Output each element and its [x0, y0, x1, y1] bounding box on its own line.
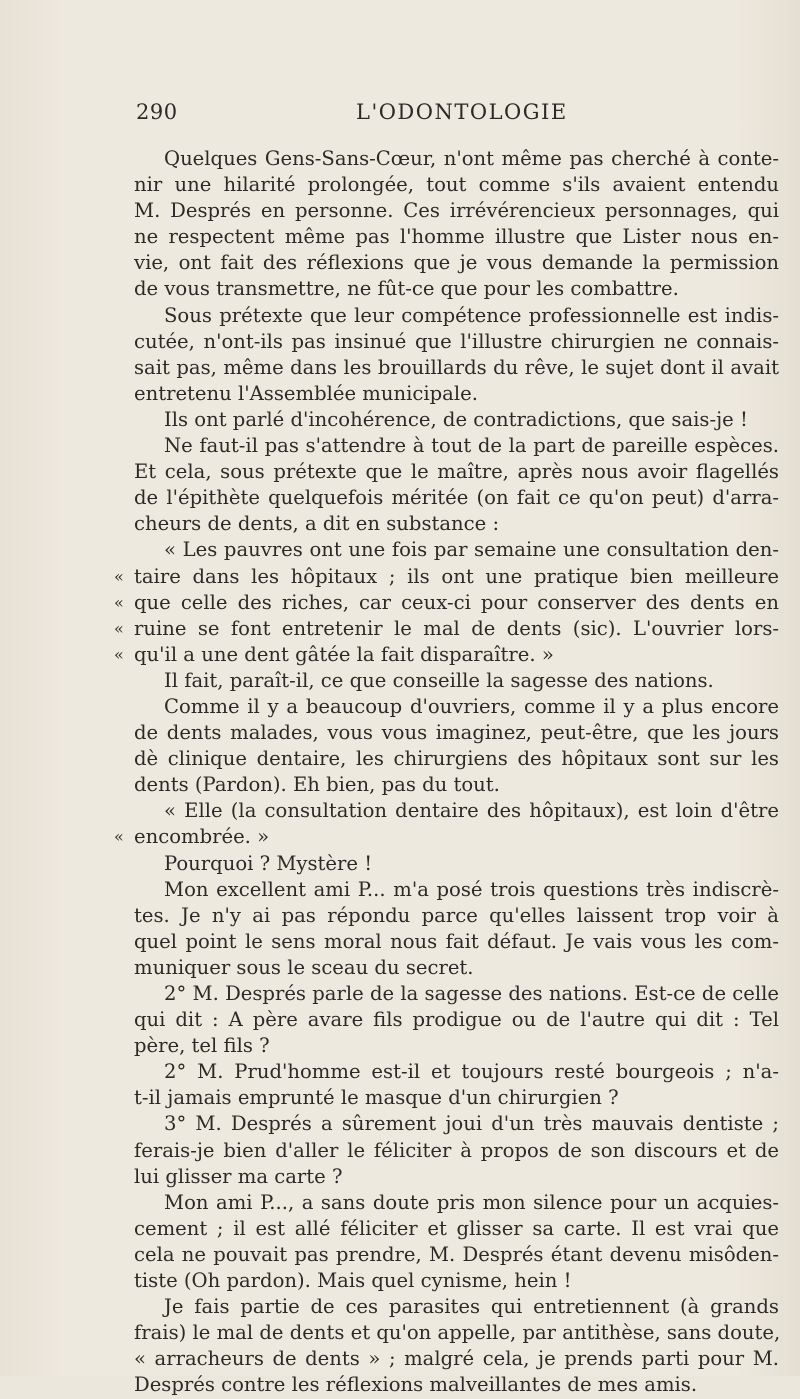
line-text: quel point le sens moral nous fait défaut. Je vais vous les com- — [134, 929, 779, 953]
quote-mark: « — [114, 827, 124, 847]
text-line — [134, 694, 779, 720]
line-text: de vous transmettre, ne fût-ce que pour les combattre. — [134, 277, 679, 301]
text-line — [134, 276, 779, 302]
text-line — [134, 1164, 779, 1190]
text-line — [134, 1242, 779, 1268]
text-line — [134, 903, 779, 929]
text-line — [134, 1320, 779, 1346]
text-line — [134, 355, 779, 381]
text-line — [134, 1372, 779, 1398]
page-header — [136, 100, 776, 130]
line-text: tes. Je n'y ai pas répondu parce qu'elles laissent trop voir à — [134, 903, 779, 927]
text-line — [134, 1190, 779, 1216]
line-text: Et cela, sous prétexte que le maître, après nous avoir flagellés — [134, 460, 779, 484]
text-line — [134, 329, 779, 355]
text-line — [134, 172, 779, 198]
text-line — [134, 1085, 779, 1111]
text-line — [134, 798, 779, 824]
line-text: cela ne pouvait pas prendre, M. Després étant devenu misôden- — [134, 1242, 779, 1266]
line-text: qu'il a une dent gâtée la fait disparaître. » — [134, 642, 554, 666]
text-line — [134, 1059, 779, 1085]
text-line — [134, 407, 779, 433]
line-text: Pourquoi ? Mystère ! — [164, 851, 373, 875]
line-text: ferais-je bien d'aller le féliciter à propos de son discours et de — [134, 1138, 779, 1162]
text-line — [114, 824, 779, 850]
text-line — [134, 929, 779, 955]
text-line — [134, 459, 779, 485]
text-line — [134, 433, 779, 459]
text-line — [134, 485, 779, 511]
line-text: Ils ont parlé d'incohérence, de contradictions, que sais-je ! — [164, 407, 748, 431]
line-text: « Les pauvres ont une fois par semaine une consultation den- — [164, 538, 779, 562]
line-text: entretenu l'Assemblée municipale. — [134, 381, 478, 405]
line-text: cutée, n'ont-ils pas insinué que l'illustre chirurgien ne connais- — [134, 329, 779, 353]
text-line — [114, 642, 779, 668]
line-text: Mon ami P..., a sans doute pris mon silence pour un acquies- — [164, 1190, 779, 1214]
line-text: « Elle (la consultation dentaire des hôpitaux), est loin d'être — [164, 799, 779, 823]
text-line — [134, 537, 779, 563]
line-text: Sous prétexte que leur compétence professionnelle est indis- — [164, 303, 779, 327]
text-line — [134, 381, 779, 407]
line-text: muniquer sous le sceau du secret. — [134, 955, 474, 979]
text-line — [134, 877, 779, 903]
line-text: lui glisser ma carte ? — [134, 1164, 343, 1188]
line-text: t-il jamais emprunté le masque d'un chirurgien ? — [134, 1086, 619, 1110]
line-text: père, tel fils ? — [134, 1034, 270, 1058]
text-line — [134, 772, 779, 798]
line-text: Mon excellent ami P... m'a posé trois questions très indiscrè- — [164, 877, 779, 901]
text-line — [134, 668, 779, 694]
text-line — [134, 303, 779, 329]
text-line — [114, 616, 779, 642]
text-line — [134, 146, 779, 172]
line-text: Je fais partie de ces parasites qui entretiennent (à grands — [164, 1295, 779, 1319]
line-text: ne respectent même pas l'homme illustre que Lister nous en- — [134, 225, 779, 249]
line-text: dè clinique dentaire, les chirurgiens des hôpitaux sont sur les — [134, 747, 779, 771]
line-text: Comme il y a beaucoup d'ouvriers, comme il y a plus encore — [164, 694, 779, 718]
text-line — [114, 564, 779, 590]
text-line — [134, 851, 779, 877]
running-title: L'ODONTOLOGIE — [356, 100, 568, 124]
line-text: taire dans les hôpitaux ; ils ont une pratique bien meilleure — [134, 564, 779, 588]
line-text: tiste (Oh pardon). Mais quel cynisme, hein ! — [134, 1269, 572, 1293]
text-line — [134, 224, 779, 250]
quote-mark: « — [114, 618, 124, 638]
text-line — [134, 1216, 779, 1242]
quote-mark: « — [114, 644, 124, 664]
line-text: 2° M. Després parle de la sagesse des nations. Est-ce de celle — [164, 982, 779, 1005]
text-line — [134, 1111, 779, 1137]
text-line — [134, 1033, 779, 1059]
line-text: 2° M. Prud'homme est-il et toujours resté bourgeois ; n'a- — [164, 1060, 779, 1084]
line-text: 3° M. Després a sûrement joui d'un très mauvais dentiste ; — [164, 1112, 779, 1136]
quote-mark: « — [114, 592, 124, 612]
text-line — [134, 1138, 779, 1164]
body-text — [114, 146, 781, 1399]
line-text: cheurs de dents, a dit en substance : — [134, 512, 500, 536]
text-line — [134, 511, 779, 537]
line-text: encombrée. » — [134, 825, 270, 849]
quote-mark: « — [114, 566, 124, 586]
line-text: Il fait, paraît-il, ce que conseille la sagesse des nations. — [164, 668, 714, 692]
line-text: qui dit : A père avare fils prodigue ou de l'autre qui dit : Tel — [134, 1008, 779, 1032]
line-text: M. Després en personne. Ces irrévérencieux personnages, qui — [134, 199, 779, 223]
line-text: de l'épithète quelquefois méritée (on fait ce qu'on peut) d'arra- — [134, 486, 779, 510]
text-line — [134, 1294, 779, 1320]
line-text: ruine se font entretenir le mal de dents (sic). L'ouvrier lors- — [134, 616, 779, 640]
line-text: « arracheurs de dents » ; malgré cela, je prends parti pour M. — [134, 1347, 779, 1371]
text-line — [134, 198, 779, 224]
line-text: de dents malades, vous vous imaginez, peut-être, que les jours — [134, 721, 779, 745]
text-line — [134, 1346, 779, 1372]
line-text: Ne faut-il pas s'attendre à tout de la part de pareille espèces. — [164, 434, 779, 458]
line-text: Després contre les réflexions malveillantes de mes amis. — [134, 1373, 698, 1397]
text-line — [134, 955, 779, 981]
text-line — [134, 746, 779, 772]
page-number: 290 — [136, 100, 178, 124]
text-line — [134, 1268, 779, 1294]
line-text: frais) le mal de dents et qu'on appelle, par antithèse, sans doute, — [134, 1321, 781, 1345]
text-line — [114, 590, 779, 616]
line-text: que celle des riches, car ceux-ci pour conserver des dents en — [134, 590, 779, 614]
text-line — [134, 720, 779, 746]
line-text: dents (Pardon). Eh bien, pas du tout. — [134, 773, 500, 797]
line-text: nir une hilarité prolongée, tout comme s'ils avaient entendu — [134, 173, 779, 197]
line-text: vie, ont fait des réflexions que je vous demande la permission — [134, 251, 779, 275]
text-line — [134, 981, 779, 1007]
text-line — [134, 250, 779, 276]
line-text: cement ; il est allé féliciter et glisser sa carte. Il est vrai que — [134, 1216, 779, 1240]
text-line — [134, 1007, 779, 1033]
line-text: Quelques Gens-Sans-Cœur, n'ont même pas cherché à conte- — [164, 147, 779, 170]
line-text: sait pas, même dans les brouillards du rêve, le sujet dont il avait — [134, 355, 779, 379]
